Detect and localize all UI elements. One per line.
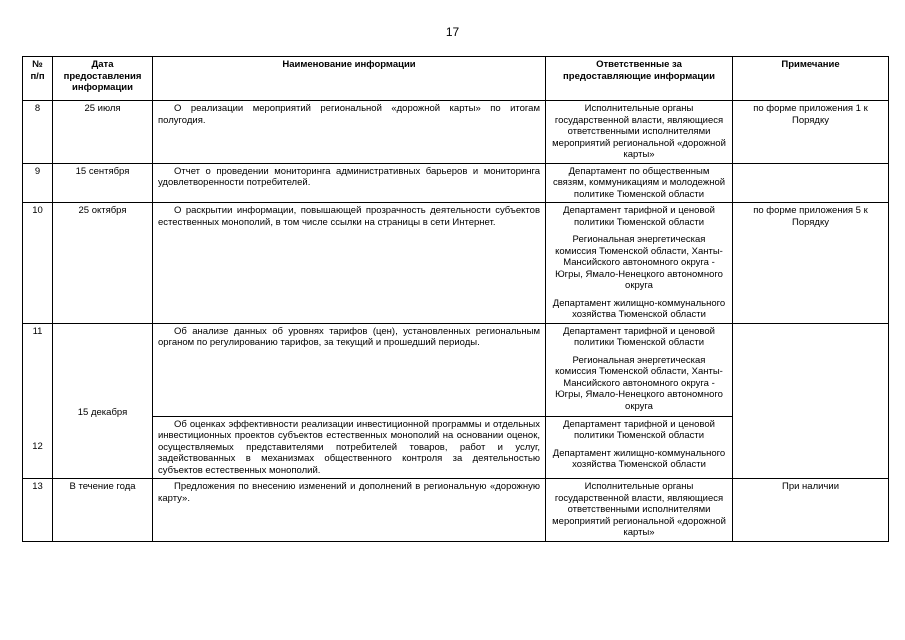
row-responsible: [546, 203, 733, 324]
row-date: 25 октября: [53, 203, 153, 324]
row-responsible: [546, 479, 733, 542]
responsible-entry: Региональная энергетическая комиссия Тюменской области, Ханты-Мансийского автономного округа - Югры, Ямало-Ненецкого автономного округа: [555, 354, 723, 412]
table-row: [23, 163, 889, 203]
responsible-entry: Департамент тарифной и ценовой политики Тюменской области: [563, 418, 715, 441]
row-date: В течение года: [53, 479, 153, 542]
row-num: [23, 416, 53, 479]
row-num: 8: [23, 101, 53, 164]
responsible-entry: Региональная энергетическая комиссия Тюменской области, Ханты-Мансийского автономного округа - Югры, Ямало-Ненецкого автономного округа: [555, 234, 723, 291]
header-responsible: Ответственные за предоставляющие информации: [546, 57, 733, 101]
responsible-entry: Департамент жилищно-коммунального хозяйства Тюменской области: [552, 447, 726, 470]
header-date: Дата предоставления информации: [53, 57, 153, 101]
row-num: 9: [23, 163, 53, 203]
responsible-entry: Департамент тарифной и ценовой политики Тюменской области: [563, 205, 715, 228]
header-name: Наименование информации: [153, 57, 546, 101]
table-row: [23, 479, 889, 542]
row-responsible: [546, 416, 733, 479]
row-note: по форме приложения 1 к Порядку: [733, 101, 889, 164]
row-date: 15 сентября: [53, 163, 153, 203]
header-num: № п/п: [23, 57, 53, 101]
row-note: При наличии: [733, 479, 889, 542]
table-row: [23, 323, 889, 416]
row-num: 13: [23, 479, 53, 542]
row-responsible: [546, 101, 733, 164]
row-note: [733, 163, 889, 203]
row-note: по форме приложения 5 к Порядку: [733, 203, 889, 324]
responsible-entry: Исполнительные органы государственной власти, являющиеся ответственными исполнителями мероприятий региональной «дорожной карты»: [552, 481, 726, 538]
row-date: [53, 323, 153, 479]
row-info-name: Предложения по внесению изменений и дополнений в региональную «дорожную карту».: [153, 479, 546, 542]
row-responsible: [546, 163, 733, 203]
information-schedule-table: [22, 56, 889, 542]
row-info-name: Об оценках эффективности реализации инвестиционной программы и отдельных инвестиционных проектов субъектов естественных монополий на основании оценок, осуществляемых представителями потребителей товаров, работ и услуг, задействованных в механизмах общественного контроля за деятельностью субъектов естественных монополий.: [153, 416, 546, 479]
row-num: 11: [23, 323, 53, 416]
row-info-name: О реализации мероприятий региональной «дорожной карты» по итогам полугодия.: [153, 101, 546, 164]
responsible-entry: Департамент тарифной и ценовой политики Тюменской области: [563, 325, 715, 348]
header-note: Примечание: [733, 57, 889, 101]
row-num: 10: [23, 203, 53, 324]
responsible-entry: Департамент по общественным связям, коммуникациям и молодежной политике Тюменской области: [552, 165, 726, 200]
page-number: 17: [445, 25, 460, 39]
row-responsible: [546, 323, 733, 416]
responsible-entry: Исполнительные органы государственной власти, являющиеся ответственными исполнителями мероприятий региональной «дорожной карты»: [552, 103, 726, 160]
row-info-name: Отчет о проведении мониторинга административных барьеров и мониторинга удовлетворенности потребителей.: [153, 163, 546, 203]
table-header-row: [23, 57, 889, 101]
responsible-entry: Департамент жилищно-коммунального хозяйства Тюменской области: [552, 297, 726, 320]
row-date-text: 15 декабря: [77, 406, 128, 418]
row-note: [733, 323, 889, 479]
row-info-name: О раскрытии информации, повышающей прозрачность деятельности субъектов естественных монополий, в том числе ссылки на страницы в сети Интернет.: [153, 203, 546, 324]
table-row: [23, 203, 889, 324]
row-info-name: Об анализе данных об уровнях тарифов (цен), установленных региональным органом по регулированию тарифов, за текущий и прошедший периоды.: [153, 323, 546, 416]
table-row: [23, 101, 889, 164]
row-date: 25 июля: [53, 101, 153, 164]
row-num-text: 12: [32, 441, 43, 453]
